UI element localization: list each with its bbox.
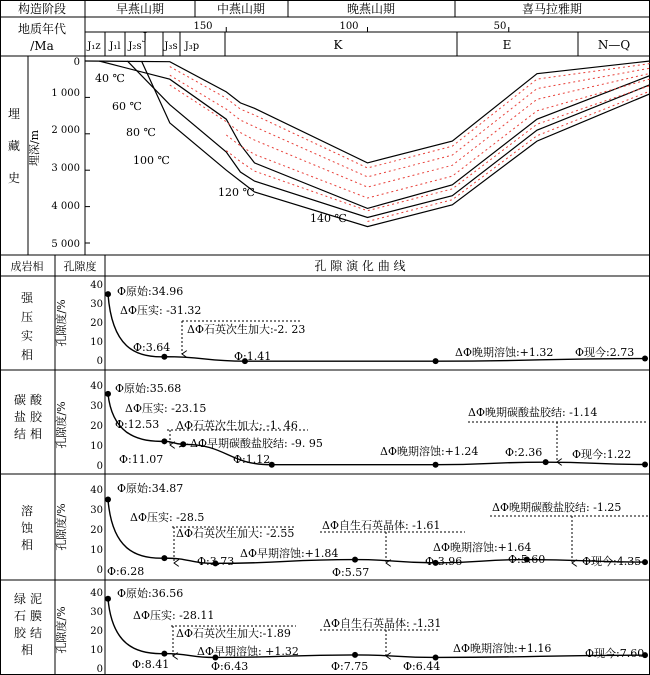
anno-late-dissolution: ΔΦ晚期溶蚀:+1.32 [455,346,554,359]
porosity-axis-label: 孔隙度/% [55,606,68,654]
anno-porosity-value: Φ:8.41 [132,658,170,671]
ytick: 10 [90,545,103,556]
porosity-axis-label: 孔隙度/% [55,503,68,551]
anno-original-porosity: Φ原始:34.96 [117,285,184,298]
anno-early-dissolution: ΔΦ早期溶蚀:+1.84 [240,547,339,560]
anno-compaction: ΔΦ压实: -23.15 [125,402,207,415]
porosity-axis-label: 孔隙度/% [55,401,68,449]
anno-original-porosity: Φ原始:36.56 [117,587,184,600]
age-tick-150: 150 [193,21,213,32]
anno-porosity-value: Φ:11.07 [119,453,164,466]
porosity-point [352,652,358,658]
anno-authigenic-quartz: ΔΦ自生石英晶体: -1.31 [323,617,442,630]
ytick: 0 [96,461,103,472]
porosity-point [161,555,167,561]
ytick: 40 [90,280,103,291]
age-tick-100: 100 [339,21,359,32]
facies-char: 酸 [29,393,43,407]
isotherm-label-100: 100 ℃ [133,154,170,167]
burial-side-label-3: 史 [7,171,21,185]
strata-J2s: J₂s [128,41,142,52]
ytick: 20 [90,318,103,329]
anno-late-carbonate: ΔΦ晚期碳酸盐胶结: -1.25 [492,501,622,514]
porosity-point [161,438,167,444]
anno-porosity-value: Φ:3.96 [425,555,463,568]
anno-porosity-value: Φ:1.41 [234,350,272,363]
isotherm-label-80: 80 ℃ [126,126,156,139]
panel-3-ticks [90,485,103,576]
strata-J3s: J₃s [164,41,178,52]
age-unit-label: /Ma [30,39,54,53]
depth-ticks [51,57,90,250]
isotherm-label-140: 140 ℃ [310,212,347,225]
anno-porosity-value: Φ:5.57 [332,566,370,579]
facies-char: 结 [29,626,43,640]
depth-tick-4000: 4 000 [51,201,80,212]
isotherm-80 [170,73,650,187]
strata-K: K [333,38,343,52]
porosity-point [433,358,439,364]
anno-porosity-value: Φ:6.43 [211,660,249,673]
facies-name-1 [21,291,34,362]
ytick: 20 [90,421,103,432]
anno-compaction: ΔΦ压实: -31.32 [120,304,202,317]
facies-char: 强 [20,291,34,305]
burial-line-3 [127,61,650,218]
porosity-point [433,462,439,468]
facies-char: 蚀 [20,521,34,535]
depth-tick-0: 0 [73,57,80,68]
panel-2-ticks [90,381,103,472]
facies-char: 相 [20,538,34,552]
ytick: 0 [96,356,103,367]
isotherm-140 [368,91,650,221]
ytick: 0 [96,664,103,675]
ytick: 30 [90,299,103,310]
depth-axis-label: 埋深/m [28,129,41,167]
anno-present-porosity: Φ现今:2.73 [575,346,635,359]
depth-tick-1000: 1 000 [51,88,80,99]
anno-quartz-overgrowth: ΔΦ石英次生加大:-1.89 [176,627,291,640]
strata-J1z: J₁z [87,41,101,52]
panel-1-ticks [90,280,103,367]
strata-E: E [502,38,512,52]
anno-porosity-value: Φ:3.73 [197,555,235,568]
age-label: 地质年代 [17,22,67,36]
facies-name-4 [14,592,42,657]
ytick: 40 [90,485,103,496]
strata-NQ: N—Q [597,38,631,52]
facies-char: 压 [20,310,34,324]
facies-char: 膜 [29,609,43,623]
anno-porosity-value: Φ:2.36 [505,446,543,459]
facies-char: 胶 [29,410,43,424]
burial-side-label-1: 埋 [7,107,21,121]
anno-compaction: ΔΦ压实: -28.11 [133,609,215,622]
strata-J: J [142,32,148,43]
isotherm-label-40: 40 ℃ [95,72,125,85]
depth-tick-5000: 5 000 [51,239,80,250]
facies-char: 胶 [13,626,27,640]
strata-J3p: J₃p [184,41,200,52]
anno-late-carbonate: ΔΦ晚期碳酸盐胶结: -1.14 [468,406,598,419]
ytick: 20 [90,626,103,637]
ytick: 40 [90,381,103,392]
ytick: 30 [90,401,103,412]
depth-tick-2000: 2 000 [51,125,80,136]
ytick: 10 [90,441,103,452]
facies-char: 碳 [13,393,27,407]
ytick: 40 [90,588,103,599]
porosity-point [161,354,167,360]
ytick: 20 [90,525,103,536]
burial-side-label-2: 藏 [7,139,21,153]
facies-char: 相 [20,643,34,657]
porosity-point [642,356,648,362]
ytick: 0 [96,565,103,576]
isotherm-label-120: 120 ℃ [218,186,255,199]
stage-early-yanshan: 早燕山期 [115,2,165,16]
anno-present-porosity: Φ现今:4.35 [582,555,642,568]
anno-present-porosity: Φ现今:1.22 [572,448,632,461]
panel-4-ticks [90,588,103,675]
facies-char: 结 [13,427,27,441]
anno-late-dissolution: ΔΦ晚期溶蚀:+1.16 [453,642,552,655]
burial-line-4 [142,61,650,227]
facies-char: 相 [29,427,43,441]
anno-present-porosity: Φ现今:7.60 [585,647,645,660]
porosity-point [642,461,648,467]
strata-J1l: J₁l [109,41,121,52]
anno-porosity-value: Φ:3.64 [133,341,171,354]
age-tick-50: 50 [493,21,507,32]
stage-himalayan: 喜马拉雅期 [521,2,583,16]
porosity-col-header: 孔隙度 [63,260,97,273]
ytick: 30 [90,607,103,618]
ytick: 10 [90,645,103,656]
burial-lines [85,61,650,227]
porosity-point [105,596,111,602]
facies-name-3 [21,503,34,552]
porosity-point [543,459,549,465]
facies-char: 相 [20,348,34,362]
anno-original-porosity: Φ原始:34.87 [117,482,184,495]
porosity-point [105,497,111,503]
stage-late-yanshan: 晚燕山期 [346,2,396,16]
anno-porosity-value: Φ:6.28 [107,565,145,578]
anno-quartz-overgrowth: ΔΦ石英次生加大: -2.55 [176,527,295,540]
anno-porosity-value: Φ:6.44 [403,660,441,673]
isotherm-100 [226,79,650,198]
burial-line-1 [85,61,650,163]
facies-name-2 [14,392,43,441]
anno-quartz-overgrowth: ΔΦ石英次生加大: -1. 46 [176,419,298,432]
depth-tick-3000: 3 000 [51,163,80,174]
anno-early-carbonate: ΔΦ早期碳酸盐胶结: -9. 95 [190,437,323,450]
isotherm-60 [170,68,650,177]
burial-line-2 [99,61,650,208]
porosity-title: 孔 隙 演 化 曲 线 [314,259,406,273]
facies-char: 绿 [13,592,27,606]
porosity-point [352,557,358,563]
anno-early-dissolution: ΔΦ早期溶蚀: +1.32 [197,645,299,658]
anno-porosity-value: Φ:5.60 [508,553,546,566]
isotherm-label-60: 60 ℃ [112,100,142,113]
anno-porosity-value: Φ:12.53 [115,418,160,431]
porosity-point [642,559,648,565]
stage-header-label: 构造阶段 [17,2,67,16]
facies-char: 盐 [13,410,27,424]
facies-char: 泥 [29,592,43,606]
porosity-point [161,651,167,657]
anno-quartz-overgrowth: ΔΦ石英次生加大:-2. 23 [187,323,306,336]
stage-middle-yanshan: 中燕山期 [216,2,266,16]
anno-porosity-value: Φ:7.75 [331,660,369,673]
ytick: 30 [90,505,103,516]
facies-char: 实 [20,329,34,343]
facies-char: 石 [13,609,27,623]
facies-char: 溶 [20,504,34,518]
facies-col-header: 成岩相 [10,260,44,273]
ytick: 10 [90,337,103,348]
anno-porosity-value: Φ:1.12 [233,453,271,466]
porosity-point [105,391,111,397]
porosity-point [105,291,111,297]
porosity-axis-label: 孔隙度/% [55,299,68,347]
anno-late-dissolution: ΔΦ晚期溶蚀:+1.24 [380,445,479,458]
anno-late-dissolution: ΔΦ晚期溶蚀:+1.64 [433,541,532,554]
porosity-curves [105,291,648,660]
age-ticks [226,27,509,32]
anno-authigenic-quartz: ΔΦ自生石英晶体: -1.61 [322,519,441,532]
anno-original-porosity: Φ原始:35.68 [115,382,182,395]
anno-compaction: ΔΦ压实: -28.5 [130,511,205,524]
